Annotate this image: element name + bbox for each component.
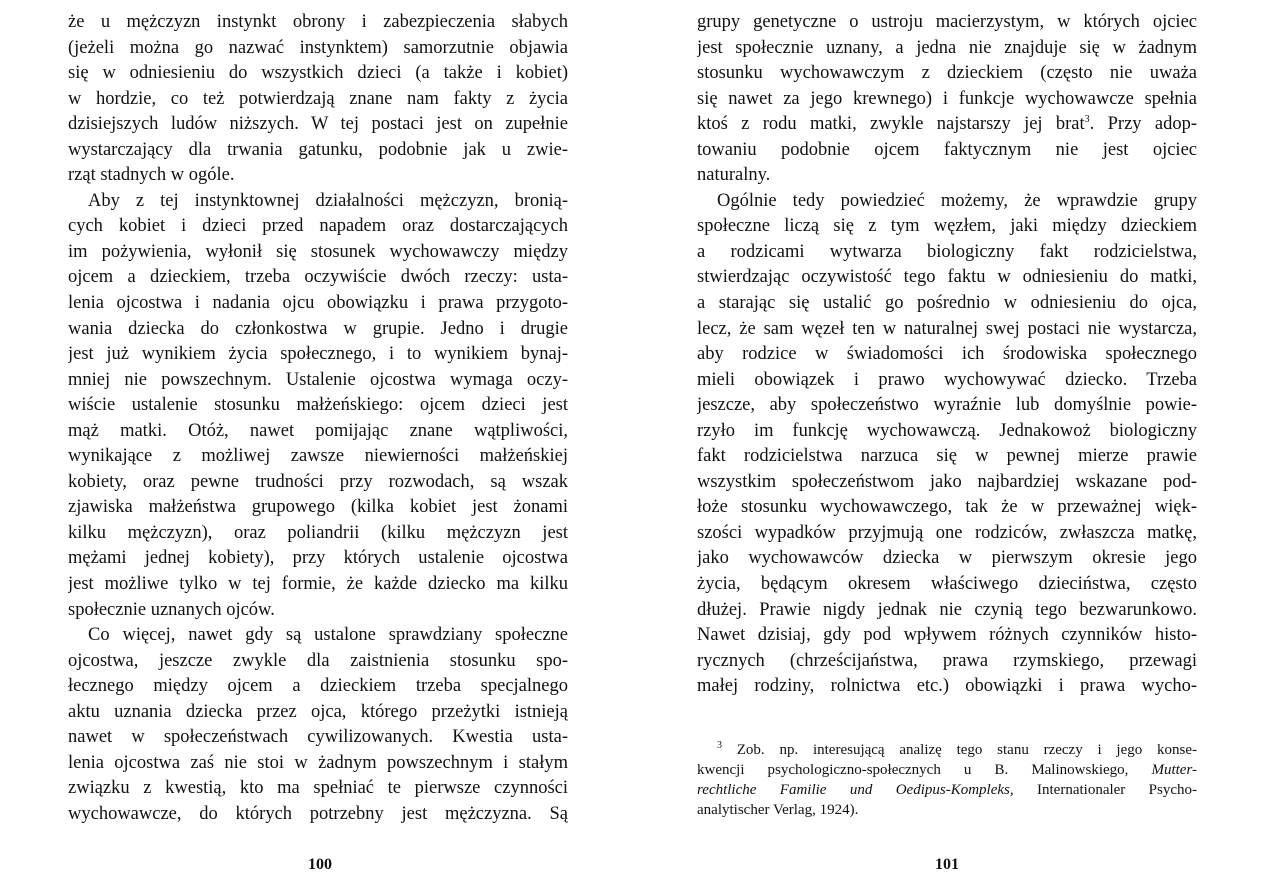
text-line: zjawiska małżeństwa grupowego (kilka kobiet jest żonami [68,497,568,518]
text-line: towaniu podobnie ojcem faktycznym nie jest ojciec [697,139,1197,160]
text-line: wiście ustalenie stosunku małżeńskiego: ojcem dzieci jest [68,395,568,416]
text-line: dłużej. Prawie nigdy jednak nie czynią tego bezwarunkowo. [697,599,1197,620]
text-line: aby rodzice w świadomości ich środowiska społecznego [697,344,1197,365]
text-line: ktoś z rodu matki, zwykle najstarszy jej brat$^3$. Przy adop- [697,114,1197,135]
text-line: się w odniesieniu do wszystkich dzieci (a także i kobiet) [68,63,568,84]
text-line: wynikające z możliwej zawsze niewierności małżeńskiej [68,446,568,467]
text-line: nawet w społeczeństwach cywilizowanych. Kwestia usta- [68,727,568,748]
text-line: ojcem a dzieckiem, trzeba oczywiście dwóch rzeczy: usta- [68,267,568,288]
text-line: cych kobiet i dzieci przed napadem oraz dostarczających [68,216,568,237]
text-line: mniej nie powszechnym. Ustalenie ojcostwa wymaga oczy- [68,369,568,390]
text-line: wszystkim społeczeństwom jako najbardziej wskazane pod- [697,471,1197,492]
text-line: związku z kwestią, kto ma spełniać te pierwsze czynności [68,778,568,799]
text-line: stosunku wychowawczym z dzieckiem (często nie uważa [697,63,1197,84]
text-line: stwierdzając oczywistość tego faktu w odniesieniu do matki, [697,267,1197,288]
right-page-body [697,10,1197,700]
text-line: ojcostwa, jeszcze zwykle dla zaistnienia stosunku spo- [68,650,568,671]
text-line: fakt rodzicielstwa narzuca się w pewnej mierze prawie [697,446,1197,467]
text-line: aktu uznania dziecka przez ojca, którego przeżytki istnieją [68,701,568,722]
text-line: mąż matki. Otóż, nawet pomijając znane wątpliwości, [68,420,568,441]
page-number-right: 101 [935,856,959,873]
left-page-body [68,10,568,828]
text-line: dzisiejszych ludów niższych. W tej postaci jest on zupełnie [68,114,568,135]
text-line: Aby z tej instynktownej działalności mężczyzn, bronią- [88,190,568,211]
text-line: lecz, że sam węzeł ten w naturalnej swej postaci nie wystarcza, [697,318,1197,339]
text-line: grupy genetyczne o ustroju macierzystym, w których ojciec [697,12,1197,32]
text-line: jeszcze, aby społeczeństwo wyraźnie lub domyślnie powie- [697,395,1197,416]
text-line: Ogólnie tedy powiedzieć możemy, że wprawdzie grupy [717,190,1197,211]
book-title: Mutter- [1151,762,1197,778]
text-line: społeczne liczą się z tym węzłem, jaki między dzieckiem [697,216,1197,237]
footnote-line: $^3$ Zob. np. interesującą analizę tego stanu rzeczy i jego konse- [717,740,1197,758]
text-line: Co więcej, nawet gdy są ustalone sprawdziany społeczne [88,625,568,646]
text-line: w hordzie, co też potwierdzają znane nam fakty z życia [68,88,568,109]
footnote-line: kwencji psychologiczno-społecznych u B. Malinowskiego, Mutter- [697,762,1197,778]
text-line: małej rodziny, rolnictwa etc.) obowiązki i prawa wycho- [697,676,1197,697]
text-line: lenia ojcostwa zaś nie stoi w żadnym powszechnym i stałym [68,752,568,773]
text-line: lenia ojcostwa i nadania ojcu obowiązku i prawa przygoto- [68,293,568,314]
text-line: wychowawcze, do których potrzebny jest mężczyzna. Są [68,803,568,824]
book-title: rechtliche Familie und Oedipus-Kompleks, [697,782,1014,798]
text-line: kilku mężczyzn), oraz poliandrii (kilku mężczyzn jest [68,522,568,543]
text-line: Nawet dzisiaj, gdy pod wpływem różnych czynników histo- [697,625,1197,646]
text-line: naturalny. [697,165,771,186]
text-line: jako wychowawców dziecka w pierwszym okresie jego [697,548,1197,569]
text-line: społecznie uznanych ojców. [68,599,275,620]
text-line: mężami jednej kobiety), przy których ustalenie ojcostwa [68,548,568,569]
text-line: kobiety, oraz pewne trudności przy rozwodach, są wszak [68,471,568,492]
footnote-marker: 3 [717,740,722,751]
text-line: jest już wynikiem życia społecznego, i to wynikiem bynaj- [68,344,568,365]
footnote-ref: 3 [1084,114,1090,126]
text-line: życia, będącym okresem właściwego dzieciństwa, często [697,574,1197,595]
text-line: się nawet za jego krewnego) i funkcje wychowawcze spełnia [697,88,1197,109]
text-line: mieli obowiązek i prawo wychowywać dziecko. Trzeba [697,369,1197,390]
text-line: łecznego między ojcem a dzieckiem trzeba specjalnego [68,676,568,697]
text-line: wania dziecka do członkostwa w grupie. Jedno i drugie [68,318,568,339]
footnote [697,740,1197,820]
text-line: łoże stosunku wychowawczego, tak że w przeważnej więk- [697,497,1197,518]
text-line: wystarczający dla trwania gatunku, podobnie jak u zwie- [68,139,568,160]
text-line: (jeżeli można go nazwać instynktem) samorzutnie objawia [68,37,568,58]
text-line: że u mężczyzn instynkt obrony i zabezpieczenia słabych [68,12,568,32]
page-number-left: 100 [308,856,332,873]
footnote-line: analytischer Verlag, 1924). [697,802,859,818]
text-line: a starając się ustalić go pośrednio w odniesieniu do ojca, [697,293,1197,314]
text-line: jest możliwe tylko w tej formie, że każde dziecko ma kilku [68,574,568,595]
text-line: im pożywienia, wyłonił się stosunek wychowawczy między [68,241,568,262]
text-line: rząt stadnych w ogóle. [68,165,235,186]
text-line: szości wypadków przyjmują one rodziców, zwłaszcza matkę, [697,522,1197,543]
text-line: jest społecznie uznany, a jedna nie znajduje się w żadnym [697,37,1197,58]
text-line: rzyło im funkcję wychowawczą. Jednakowoż biologiczny [697,420,1197,441]
footnote-line: rechtliche Familie und Oedipus-Kompleks, Internationaler Psycho- [697,782,1197,798]
text-line: rycznych (chrześcijaństwa, prawa rzymskiego, przewagi [697,650,1197,671]
text-line: a rodzicami wytwarza biologiczny fakt rodzicielstwa, [697,241,1197,262]
